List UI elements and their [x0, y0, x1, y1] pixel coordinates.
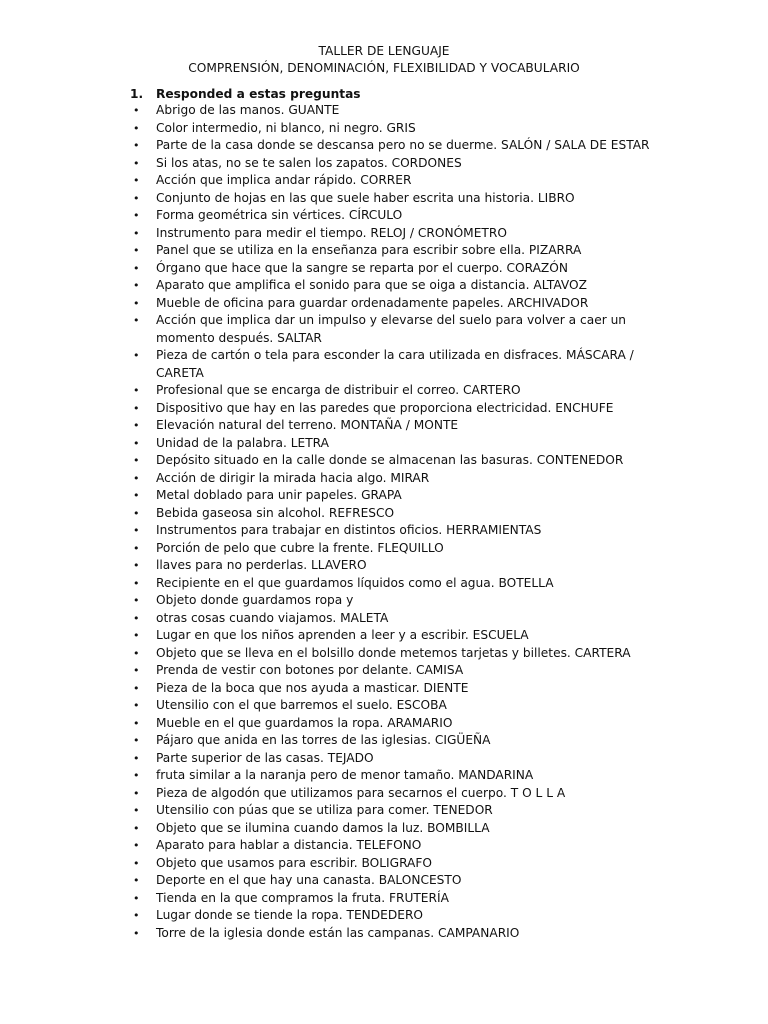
- list-item-text: Órgano que hace que la sangre se reparta por el cuerpo. CORAZÓN: [156, 260, 568, 275]
- list-item: [130, 207, 670, 225]
- list-item: [130, 750, 670, 768]
- list-item-text: Acción que implica dar un impulso y elevarse del suelo para volver a caer un momento después. SALTAR: [156, 313, 627, 345]
- list-item: [130, 260, 670, 278]
- bullet-icon: •: [133, 909, 140, 922]
- list-item-text: Profesional que se encarga de distribuir el correo. CARTERO: [156, 383, 521, 397]
- list-item: [130, 820, 670, 838]
- list-item: [130, 802, 670, 820]
- list-item: [130, 627, 670, 645]
- list-item-text: Parte de la casa donde se descansa pero no se duerme. SALÓN / SALA DE ESTAR: [156, 138, 650, 152]
- list-item-text: llaves para no perderlas. LLAVERO: [156, 558, 367, 572]
- list-item: [130, 242, 670, 260]
- list-item-text: Tienda en la que compramos la fruta. FRUTERÍA: [156, 890, 449, 905]
- list-item-text: Unidad de la palabra. LETRA: [156, 435, 329, 450]
- list-item: [130, 715, 670, 733]
- list-item-text: Mueble en el que guardamos la ropa. ARAMARIO: [156, 715, 453, 730]
- list-item: [130, 435, 670, 453]
- list-item-text: Instrumento para medir el tiempo. RELOJ / CRONÓMETRO: [156, 225, 507, 240]
- list-item-text: Abrigo de las manos. GUANTE: [156, 103, 340, 117]
- list-item: [130, 610, 670, 628]
- list-item: [130, 452, 670, 470]
- bullet-icon: •: [133, 839, 140, 852]
- list-item: [130, 592, 670, 610]
- bullet-icon: •: [133, 629, 140, 642]
- list-item: [130, 872, 670, 890]
- list-item: [130, 382, 670, 400]
- list-item-text: Pieza de cartón o tela para esconder la cara utilizada en disfraces. MÁSCARA / CARETA: [156, 348, 634, 380]
- list-item-text: Bebida gaseosa sin alcohol. REFRESCO: [156, 505, 395, 520]
- list-item: [130, 120, 670, 138]
- bullet-icon: •: [133, 436, 140, 450]
- list-item-text: Utensilio con púas que se utiliza para comer. TENEDOR: [156, 803, 493, 817]
- bullet-icon: •: [133, 786, 140, 800]
- list-item: [130, 767, 670, 785]
- bullet-icon: •: [133, 401, 140, 415]
- bullet-icon: •: [133, 156, 140, 170]
- list-item: [130, 277, 670, 295]
- bullet-icon: •: [133, 174, 140, 187]
- bullet-icon: •: [133, 121, 140, 135]
- section-heading-text: Responded a estas preguntas: [156, 87, 361, 101]
- bullet-icon: •: [133, 821, 140, 835]
- document-subtitle: COMPRENSIÓN, DENOMINACIÓN, FLEXIBILIDAD Y VOCABULARIO: [188, 61, 580, 75]
- list-item-text: Pieza de algodón que utilizamos para secarnos el cuerpo. T O L L A: [156, 785, 566, 800]
- list-item-text: Objeto que se lleva en el bolsillo donde metemos tarjetas y billetes. CARTERA: [156, 645, 631, 660]
- bullet-icon: •: [133, 559, 140, 572]
- bullet-icon: •: [133, 646, 140, 660]
- list-item: [130, 505, 670, 523]
- bullet-icon: •: [133, 769, 140, 782]
- document-header: [0, 43, 768, 77]
- bullet-icon: •: [133, 261, 140, 275]
- list-item: [130, 155, 670, 173]
- list-item: [130, 697, 670, 715]
- list-item: [130, 575, 670, 593]
- list-item-text: Si los atas, no se te salen los zapatos. CORDONES: [156, 155, 462, 170]
- list-item: [130, 890, 670, 908]
- bullet-icon: •: [133, 471, 140, 485]
- list-item-text: Utensilio con el que barremos el suelo. ESCOBA: [156, 698, 447, 712]
- list-item: [130, 312, 670, 347]
- list-item-text: Lugar donde se tiende la ropa. TENDEDERO: [156, 908, 424, 922]
- list-item-text: fruta similar a la naranja pero de menor tamaño. MANDARINA: [156, 768, 534, 782]
- list-item-text: Instrumentos para trabajar en distintos oficios. HERRAMIENTAS: [156, 523, 542, 537]
- list-item: [130, 522, 670, 540]
- list-item-text: Pieza de la boca que nos ayuda a masticar. DIENTE: [156, 680, 469, 695]
- list-item: [130, 347, 670, 382]
- list-item-text: Panel que se utiliza en la enseñanza para escribir sobre ella. PIZARRA: [156, 243, 582, 257]
- bullet-icon: •: [133, 874, 140, 887]
- list-item: [130, 172, 670, 190]
- bullet-icon: •: [133, 489, 140, 502]
- bullet-icon: •: [133, 419, 140, 432]
- list-item: [130, 732, 670, 750]
- bullet-icon: •: [133, 734, 140, 747]
- list-item: [130, 837, 670, 855]
- list-item-text: Torre de la iglesia donde están las campanas. CAMPANARIO: [156, 925, 520, 940]
- list-item: [130, 645, 670, 663]
- list-item: [130, 785, 670, 803]
- bullet-icon: •: [133, 314, 140, 327]
- list-item-text: Conjunto de hojas en las que suele haber escrita una historia. LIBRO: [156, 190, 575, 205]
- list-item: [130, 662, 670, 680]
- list-item-text: Porción de pelo que cubre la frente. FLEQUILLO: [156, 540, 444, 555]
- list-item: [130, 295, 670, 313]
- list-item: [130, 470, 670, 488]
- list-item-text: Depósito situado en la calle donde se almacenan las basuras. CONTENEDOR: [156, 453, 624, 467]
- list-item-text: Forma geométrica sin vértices. CÍRCULO: [156, 208, 403, 222]
- list-item: [130, 400, 670, 418]
- list-item-text: Objeto que se ilumina cuando damos la luz. BOMBILLA: [156, 820, 490, 835]
- list-item-text: Pájaro que anida en las torres de las iglesias. CIGÜEÑA: [156, 733, 491, 747]
- bullet-icon: •: [133, 296, 140, 310]
- bullet-icon: •: [133, 699, 140, 712]
- list-item: [130, 557, 670, 575]
- list-item: [130, 925, 670, 943]
- list-item: [130, 190, 670, 208]
- bullet-icon: •: [133, 594, 140, 607]
- bullet-icon: •: [133, 349, 140, 362]
- bullet-icon: •: [133, 104, 140, 117]
- list-item-text: Elevación natural del terreno. MONTAÑA / MONTE: [156, 418, 459, 432]
- bullet-icon: •: [133, 926, 140, 940]
- list-item-text: Prenda de vestir con botones por delante. CAMISA: [156, 663, 464, 677]
- list-item-text: Deporte en el que hay una canasta. BALONCESTO: [156, 873, 462, 887]
- list-item: [130, 540, 670, 558]
- list-item-text: Aparato que amplifica el sonido para que se oiga a distancia. ALTAVOZ: [156, 278, 587, 292]
- bullet-icon: •: [133, 244, 140, 257]
- bullet-icon: •: [133, 856, 140, 870]
- bullet-icon: •: [133, 751, 140, 765]
- list-item: [130, 855, 670, 873]
- list-item: [130, 225, 670, 243]
- list-item: [130, 907, 670, 925]
- bullet-icon: •: [133, 454, 140, 467]
- bullet-icon: •: [133, 226, 140, 240]
- bullet-icon: •: [133, 716, 140, 730]
- bullet-icon: •: [133, 541, 140, 555]
- bullet-icon: •: [133, 664, 140, 677]
- document-title: TALLER DE LENGUAJE: [318, 44, 450, 58]
- list-item-text: Aparato para hablar a distancia. TELEFONO: [156, 838, 422, 852]
- list-item-text: Objeto que usamos para escribir. BOLIGRAFO: [156, 855, 432, 870]
- bullet-icon: •: [133, 139, 140, 152]
- bullet-icon: •: [133, 681, 140, 695]
- list-item-text: Lugar en que los niños aprenden a leer y a escribir. ESCUELA: [156, 628, 529, 642]
- list-item: [130, 417, 670, 435]
- list-item: [130, 137, 670, 155]
- bullet-icon: •: [133, 506, 140, 520]
- bullet-icon: •: [133, 191, 140, 205]
- bullet-icon: •: [133, 891, 140, 905]
- list-item-text: Objeto donde guardamos ropa y: [156, 593, 354, 607]
- bullet-icon: •: [133, 524, 140, 537]
- list-item: [130, 102, 670, 120]
- list-item: [130, 487, 670, 505]
- question-list: [130, 102, 670, 942]
- bullet-icon: •: [133, 279, 140, 292]
- section-heading: [130, 86, 361, 103]
- list-item-text: Color intermedio, ni blanco, ni negro. GRIS: [156, 120, 416, 135]
- list-item-text: Dispositivo que hay en las paredes que proporciona electricidad. ENCHUFE: [156, 400, 614, 415]
- list-item-text: Acción de dirigir la mirada hacia algo. MIRAR: [156, 470, 430, 485]
- section-number: 1.: [130, 87, 144, 101]
- bullet-icon: •: [133, 209, 140, 222]
- bullet-icon: •: [133, 804, 140, 817]
- bullet-icon: •: [133, 611, 140, 625]
- list-item: [130, 680, 670, 698]
- list-item-text: Parte superior de las casas. TEJADO: [156, 750, 374, 765]
- bullet-icon: •: [133, 576, 140, 590]
- list-item-text: Recipiente en el que guardamos líquidos como el agua. BOTELLA: [156, 575, 554, 590]
- bullet-icon: •: [133, 384, 140, 397]
- list-item-text: otras cosas cuando viajamos. MALETA: [156, 610, 389, 625]
- list-item-text: Metal doblado para unir papeles. GRAPA: [156, 488, 402, 502]
- list-item-text: Mueble de oficina para guardar ordenadamente papeles. ARCHIVADOR: [156, 295, 589, 310]
- list-item-text: Acción que implica andar rápido. CORRER: [156, 173, 412, 187]
